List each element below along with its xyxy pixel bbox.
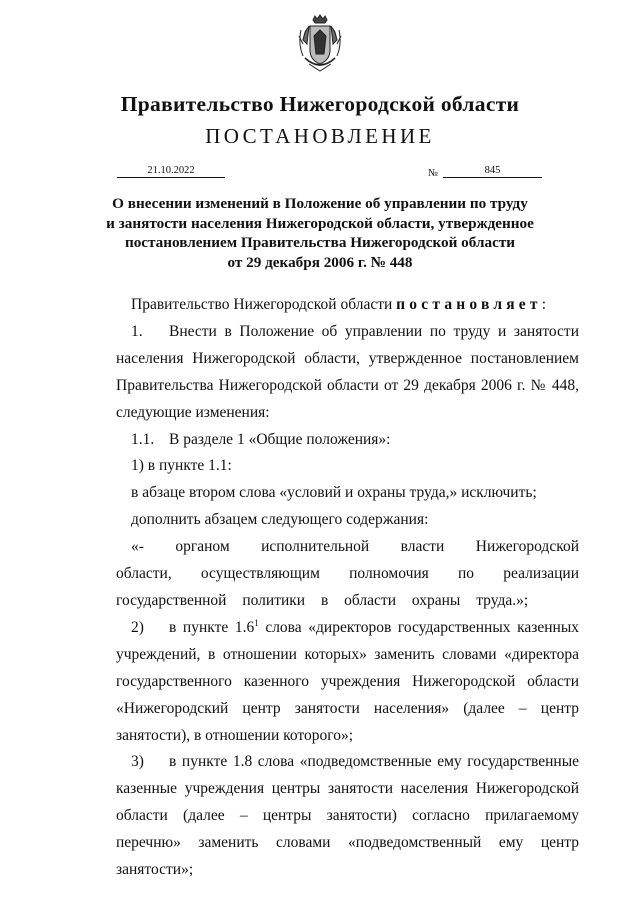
subject-line: О внесении изменений в Положение об управлении по труду	[112, 195, 528, 212]
subitem-1-b: дополнить абзацем следующего содержания:	[131, 511, 429, 529]
subitem-3	[116, 749, 579, 884]
subitem-number: 2)	[131, 618, 144, 636]
subitem-number: 3)	[131, 753, 144, 771]
intro-paragraph	[116, 292, 579, 319]
document-type: ПОСТАНОВЛЕНИЕ	[205, 124, 435, 148]
paragraph-text: В разделе 1 «Общие положения»:	[169, 430, 391, 448]
coat-of-arms-icon	[295, 14, 345, 74]
subitem-text: слова «директоров государственных казенных учреждений, в отношении которых» заменить словами «директора государственного казенного учреждения Нижегородской области «Нижегородский центр занятости населения» (далее – центр занятости), в отношении которого»;	[116, 618, 580, 744]
intro-keyword: постановляет	[396, 296, 542, 313]
document-subject	[95, 194, 545, 272]
paragraph-number: 1.1.	[131, 430, 155, 448]
paragraph-text: Внести в Положение об управлении по труду и занятости населения Нижегородской области, утвержденное постановлением Правительства Нижегородской области от 29 декабря 2006 г. № 448, следующие изменения:	[116, 322, 579, 421]
paragraph-1-1	[116, 427, 579, 454]
subitem-1-a: в абзаце втором слова «условий и охраны труда,» исключить;	[131, 484, 537, 502]
subitem-2	[116, 615, 579, 750]
subitem-text: в пункте 1.8 слова «подведомственные ему государственные казенные учреждения центры занятости населения Нижегородской области (далее – центры занятости) согласно прилагаемому перечню» заменить словами «подведомственный ему центр занятости»;	[116, 753, 579, 879]
document-body	[116, 292, 579, 884]
subitem-1-c: «- органом исполнительной власти Нижегородской области, осуществляющим полномочия по реализации государственной политики в области охраны труда.»;	[116, 538, 579, 609]
subject-line: и занятости населения Нижегородской области, утвержденное	[106, 214, 534, 232]
subject-line: от 29 декабря 2006 г. № 448	[227, 253, 413, 271]
paragraph-1	[116, 319, 579, 427]
paragraph-number: 1.	[131, 322, 143, 340]
government-title: Правительство Нижегородской области	[120, 92, 520, 116]
subitem-text: в пункте 1.6	[169, 618, 255, 636]
document-date: 21.10.2022	[117, 164, 225, 178]
intro-text: Правительство Нижегородской области	[131, 296, 397, 313]
document-number: 845	[443, 164, 542, 178]
subitem-1: 1) в пункте 1.1:	[131, 457, 232, 475]
subject-line: постановлением Правительства Нижегородской области	[124, 234, 516, 251]
intro-colon: :	[541, 296, 547, 313]
number-sign: №	[428, 168, 439, 179]
superscript: 1	[254, 617, 259, 628]
